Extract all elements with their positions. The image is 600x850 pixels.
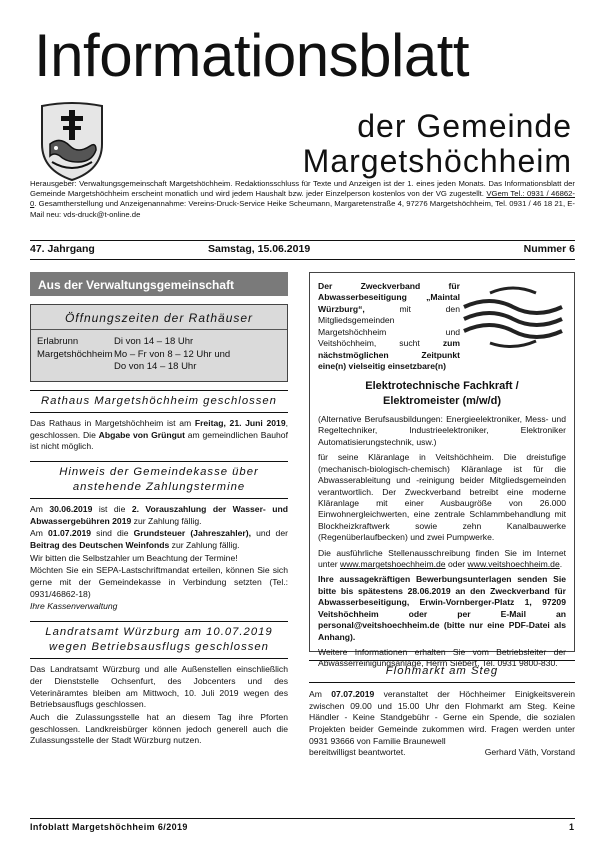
cash-signature: Ihre Kassenverwaltung [30,601,118,612]
publisher-text-a: Herausgeber: Verwaltungsgemeinschaft Margetshöchheim. Redaktionsschluss für Texte und Anzeigen ist der 1. eines jeden Monats. Das Informationsblatt der Gemeinde Margetshöchheim erscheint monatlich und wird jedem Haushalt bzw. jeder Einzelperson kostenlos von der VG zugestellt. [30,179,575,199]
text-run: Am [309,689,332,699]
rathaus-closed-heading: Rathaus Margetshöchheim geschlossen [30,390,288,413]
text-run: oder [445,559,468,570]
cash-notice-body [30,504,288,613]
text-run: Der Zweckverband für Abwasserbeseitigung „Maintal Würzburg“, [318,281,460,314]
issue-bar [30,243,575,257]
job-intro [318,281,460,372]
text-run: . [559,559,563,570]
hours-row [37,336,281,349]
landratsamt-paragraph: Auch die Zulassungsstelle hat an diesem Tag ihre Pforten geschlossen. Landkreisbürger können jedoch generell auch die Zulassungsstelle der Stadt Würzburg nutzen. [30,711,288,746]
flohmarkt-body [309,689,575,747]
masthead-title: Informationsblatt [34,22,470,89]
publisher-text-b: . Gesamtherstellung und Anzeigenannahme: Vereins-Druck-Service Heike Scheumann, Margaretenstraße 4, 97276 Margetshöchheim, Tel. 0931 / 46 18 21, E-Mail neu: vds-druck@t-online.de [30,199,575,219]
text-run: und der [250,528,288,539]
job-web-info [318,548,566,571]
text-run: Am [30,503,50,514]
issue-number: Nummer 6 [523,243,575,255]
left-column [30,272,288,748]
hours-row [37,349,281,362]
right-column [309,272,575,759]
fee-label: 2. Vorauszahlung der Wasser- und Abwassergebühren 2019 [30,503,288,526]
job-body [318,414,566,670]
text-run: zum nächstmöglichen Zeitpunkt eine(n) vielseitig einsetzbare(n) [318,338,460,371]
footer-rule [30,818,575,819]
opening-hours-heading: Öffnungszeiten der Rathäuser [31,305,287,330]
due-date: 30.06.2019 [49,503,93,514]
job-title-line2: Elektromeister (m/w/d) [383,394,501,407]
hours-time: Mo – Fr von 8 – 12 Uhr und [114,348,231,360]
section-banner: Aus der Verwaltungsgemeinschaft [30,272,288,296]
hours-time: Di von 14 – 18 Uhr [114,336,194,347]
green-waste-label: Abgabe von Grüngut [98,429,185,440]
text-run: Die ausführliche Stellenausschreibung finden Sie im Internet unter [318,547,566,570]
coat-of-arms-icon [36,100,108,182]
issue-volume: 47. Jahrgang [30,243,95,255]
text-run: ist die [92,503,132,514]
text-run: , geschlossen. Die [30,417,288,440]
hours-time: Do von 14 – 18 Uhr [114,361,197,373]
opening-hours-box [30,304,288,382]
opening-hours-table [31,330,287,381]
rathaus-closed-body [30,418,288,453]
landratsamt-paragraph: Das Landratsamt Würzburg und alle Außenstellen einschließlich der Dienststelle Ochsenfurt, des Jobcenters und des Veterinäramtes bleiben am Mittwoch, 10. Juli 2019 wegen des Betriebsausflugs geschlossen. [30,664,288,710]
flohmarkt-heading: Flohmarkt am Steg [309,660,575,683]
job-advert [309,272,575,669]
cash-notice-heading: Hinweis der Gemeindekasse über anstehende Zahlungstermine [30,461,288,499]
job-contact-info: Weitere Informationen erhalten Sie vom Betriebsleiter der Abwasserreinigungsanlage, Herrn Siebert, Tel. 0931 9800-830. [318,646,566,669]
hours-row [37,361,281,374]
fee-label: Grundsteuer (Jahreszahler), [133,528,251,539]
water-waves-logo-icon [460,285,566,349]
hours-place: Erlabrunn [37,336,79,347]
text-run: Am [30,528,49,539]
flohmarkt-last-line: bereitwilligst beantwortet. [309,747,406,758]
hours-place: Margetshöchheim [37,348,113,360]
due-date: 01.07.2019 [48,528,92,539]
page-number: 1 [568,822,574,832]
issue-date: Samstag, 15.06.2019 [208,243,311,255]
landratsamt-body [30,664,288,747]
fee-label: Beitrag des Deutschen Weinfonds [30,540,170,551]
text-run: am gemeindlichen Bauhof ist nicht möglich. [30,429,288,452]
footer-title: Infoblatt Margetshöchheim 6/2019 [30,822,188,832]
text-run: mit den Mitgliedsgemeinden Margetshöchheim und Veitshöchheim, sucht [318,303,460,349]
publisher-phone-link[interactable]: VGem Tel.: 0931 / 46862-0 [30,189,575,209]
job-title [318,379,566,408]
masthead-subtitle-line2: Margetshöchheim [302,143,572,179]
issue-rule-bottom [30,259,575,260]
text-run: sind die [91,528,134,539]
event-date: 07.07.2019 [331,689,375,699]
issue-rule-top [30,240,575,241]
veitshoechheim-link[interactable]: www.veitshoechheim.de [467,559,560,570]
cash-reminder: Wir bitten die Selbstzahler um Beachtung der Termine! [30,552,238,563]
margetshoechheim-link[interactable]: www.margetshoechheim.de [339,559,446,570]
job-application-info: Ihre aussagekräftigen Bewerbungsunterlagen senden Sie bitte bis spätestens 28.06.2019 an den Zweckverband für Abwasserbeseitigung, Erwin-Vornberger-Platz 1, 97209 Veitshöchheim oder per E-Mail an personal@veitshoechheim.de (bitte nur eine PDF-Datei als Anhang). [318,574,566,642]
text-run: Das Rathaus in Margetshöchheim ist am [30,417,195,428]
masthead-subtitle-line1: der Gemeinde [357,108,572,144]
job-alternatives: (Alternative Berufsausbildungen: Energieelektroniker, Mess- und Regeltechniker, Industrieelektroniker, Elektroniker Automatisierungstechnik, usw.) [318,413,566,447]
publisher-info [30,179,575,220]
cash-sepa-note: Möchten Sie ein SEPA-Lastschriftmandat erteilen, können Sie sich gerne mit der Gemeindekasse in Verbindung setzten (Tel.: 0931/46862-18) [30,565,288,599]
text-run: zur Zahlung fällig. [169,540,240,551]
job-title-line1: Elektrotechnische Fachkraft / [365,380,519,393]
text-run: zur Zahlung fällig. [131,515,202,526]
job-plant-description: für seine Kläranlage in Veitshöchheim. Die dreistufige (mechanisch-biologisch-chemisch) Kläranlage ist für die Abwasserableitung und -reinigung beider Mitgliedsgemeinden verantwortlich. Der Zweckverband betreibt eine moderne Kläranlage mit einer Ausbaugröße von 26.000 Einwohnergleichwerten, eine zentrale Schlammbehandlung mit Blockheizkraftwerk sowie zehn Kanalbauwerke (Regenüberlaufbecken) und zwei Pumpwerke. [318,452,566,543]
text-run: veranstaltet der Höchheimer Einigkeitsverein zwischen 09.00 und 15.00 Uhr den Flohmarkt am Steg. Keine Händler - Keine Standgebühr - Gerne ein Spende, die sozialen Projekten beider Gemeinde zukommen wird. Fragen werden unter 0931 93666 von Familie Braunewell [309,689,576,746]
landratsamt-heading: Landratsamt Würzburg am 10.07.2019 wegen Betriebsausflugs geschlossen [30,621,288,659]
flohmarkt-signature: Gerhard Väth, Vorstand [484,747,575,758]
hours-place [37,361,114,374]
closing-date: Freitag, 21. Juni 2019 [194,417,286,428]
flohmarkt-signature-line [309,747,575,759]
